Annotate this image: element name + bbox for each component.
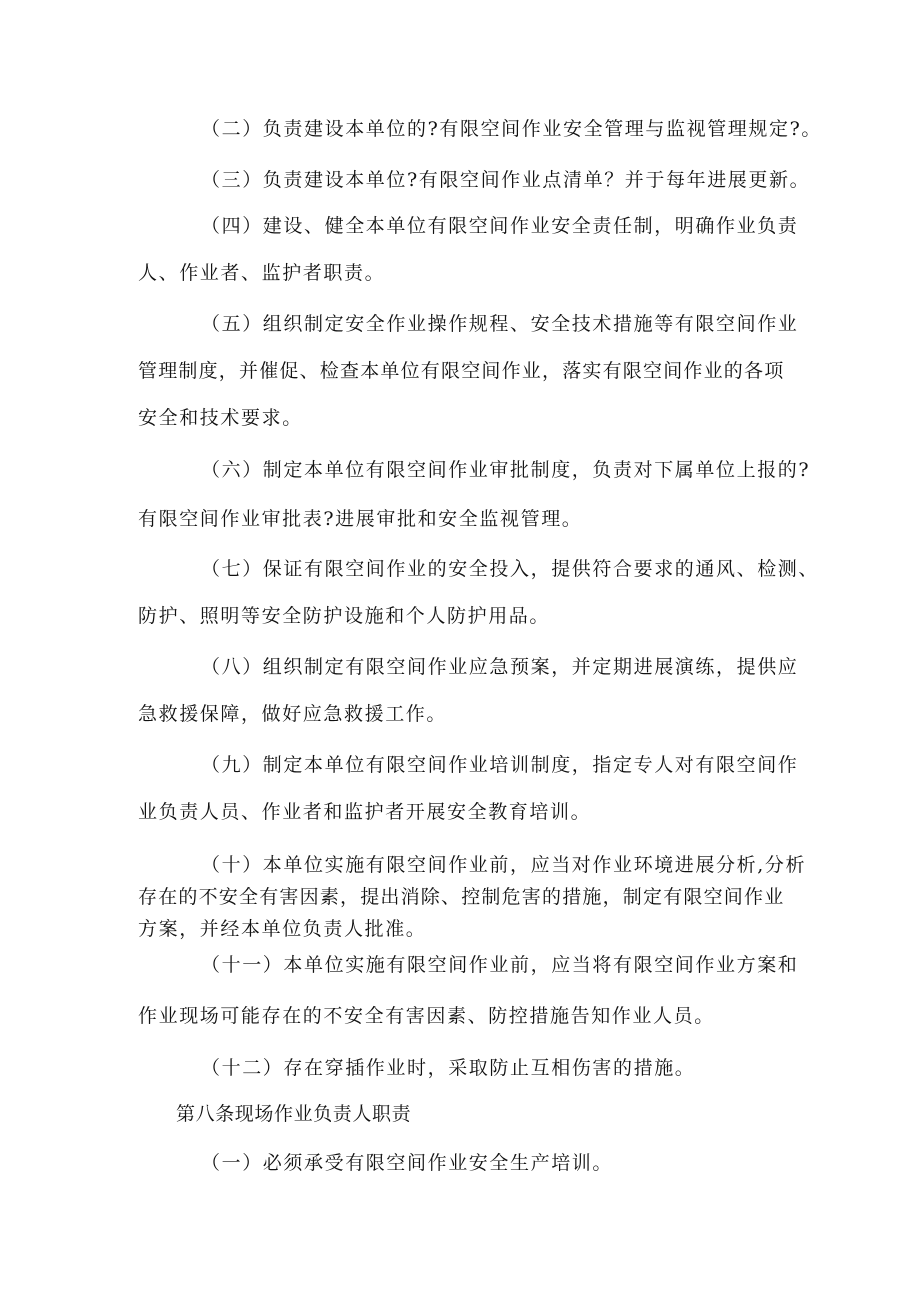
paragraph-line: （六）制定本单位有限空间作业审批制度，负责对下属单位上报的? xyxy=(201,459,811,481)
paragraph-line: （二）负责建设本单位的?有限空间作业安全管理与监视管理规定?。 xyxy=(201,118,822,140)
paragraph-line: （五）组织制定安全作业操作规程、安全技术措施等有限空间作业 xyxy=(201,313,799,335)
paragraph-line: （八）组织制定有限空间作业应急预案，并定期进展演练，提供应 xyxy=(201,656,799,678)
paragraph-line: （三）负责建设本单位?有限空间作业点清单？并于每年进展更新。 xyxy=(201,169,811,191)
paragraph-line: （七）保证有限空间作业的安全投入，提供符合要求的通风、检测、 xyxy=(201,558,820,580)
paragraph-line: （四）建设、健全本单位有限空间作业安全责任制，明确作业负责 xyxy=(201,215,799,237)
paragraph-line: 急救援保障，做好应急救援工作。 xyxy=(138,703,448,725)
paragraph-line: 人、作业者、监护者职责。 xyxy=(138,262,386,284)
paragraph-line: 安全和技术要求。 xyxy=(138,407,303,429)
article-heading: 第八条现场作业负责人职责 xyxy=(176,1103,412,1125)
paragraph-line: （十二）存在穿插作业时，采取防止互相伤害的措施。 xyxy=(201,1057,696,1079)
paragraph-line: （九）制定本单位有限空间作业培训制度，指定专人对有限空间作 xyxy=(201,754,799,776)
paragraph-line: （一）必须承受有限空间作业安全生产培训。 xyxy=(201,1152,614,1174)
paragraph-line: 防护、照明等安全防护设施和个人防护用品。 xyxy=(138,605,551,627)
paragraph-line: 方案，并经本单位负责人批准。 xyxy=(138,918,427,940)
paragraph-line: 业负责人员、作业者和监护者开展安全教育培训。 xyxy=(138,801,592,823)
paragraph-line: 作业现场可能存在的不安全有害因素、防控措施告知作业人员。 xyxy=(138,1005,715,1027)
paragraph-line: （十一）本单位实施有限空间作业前，应当将有限空间作业方案和 xyxy=(201,954,799,976)
paragraph-line: 管理制度，并催促、检查本单位有限空间作业，落实有限空间作业的各项 xyxy=(138,360,785,382)
paragraph-line: （十）本单位实施有限空间作业前，应当对作业环境进展分析,分析 xyxy=(201,854,807,876)
paragraph-line: 存在的不安全有害因素，提出消除、控制危害的措施，制定有限空间作业 xyxy=(138,886,785,908)
paragraph-line: 有限空间作业审批表?进展审批和安全监视管理。 xyxy=(138,508,583,530)
